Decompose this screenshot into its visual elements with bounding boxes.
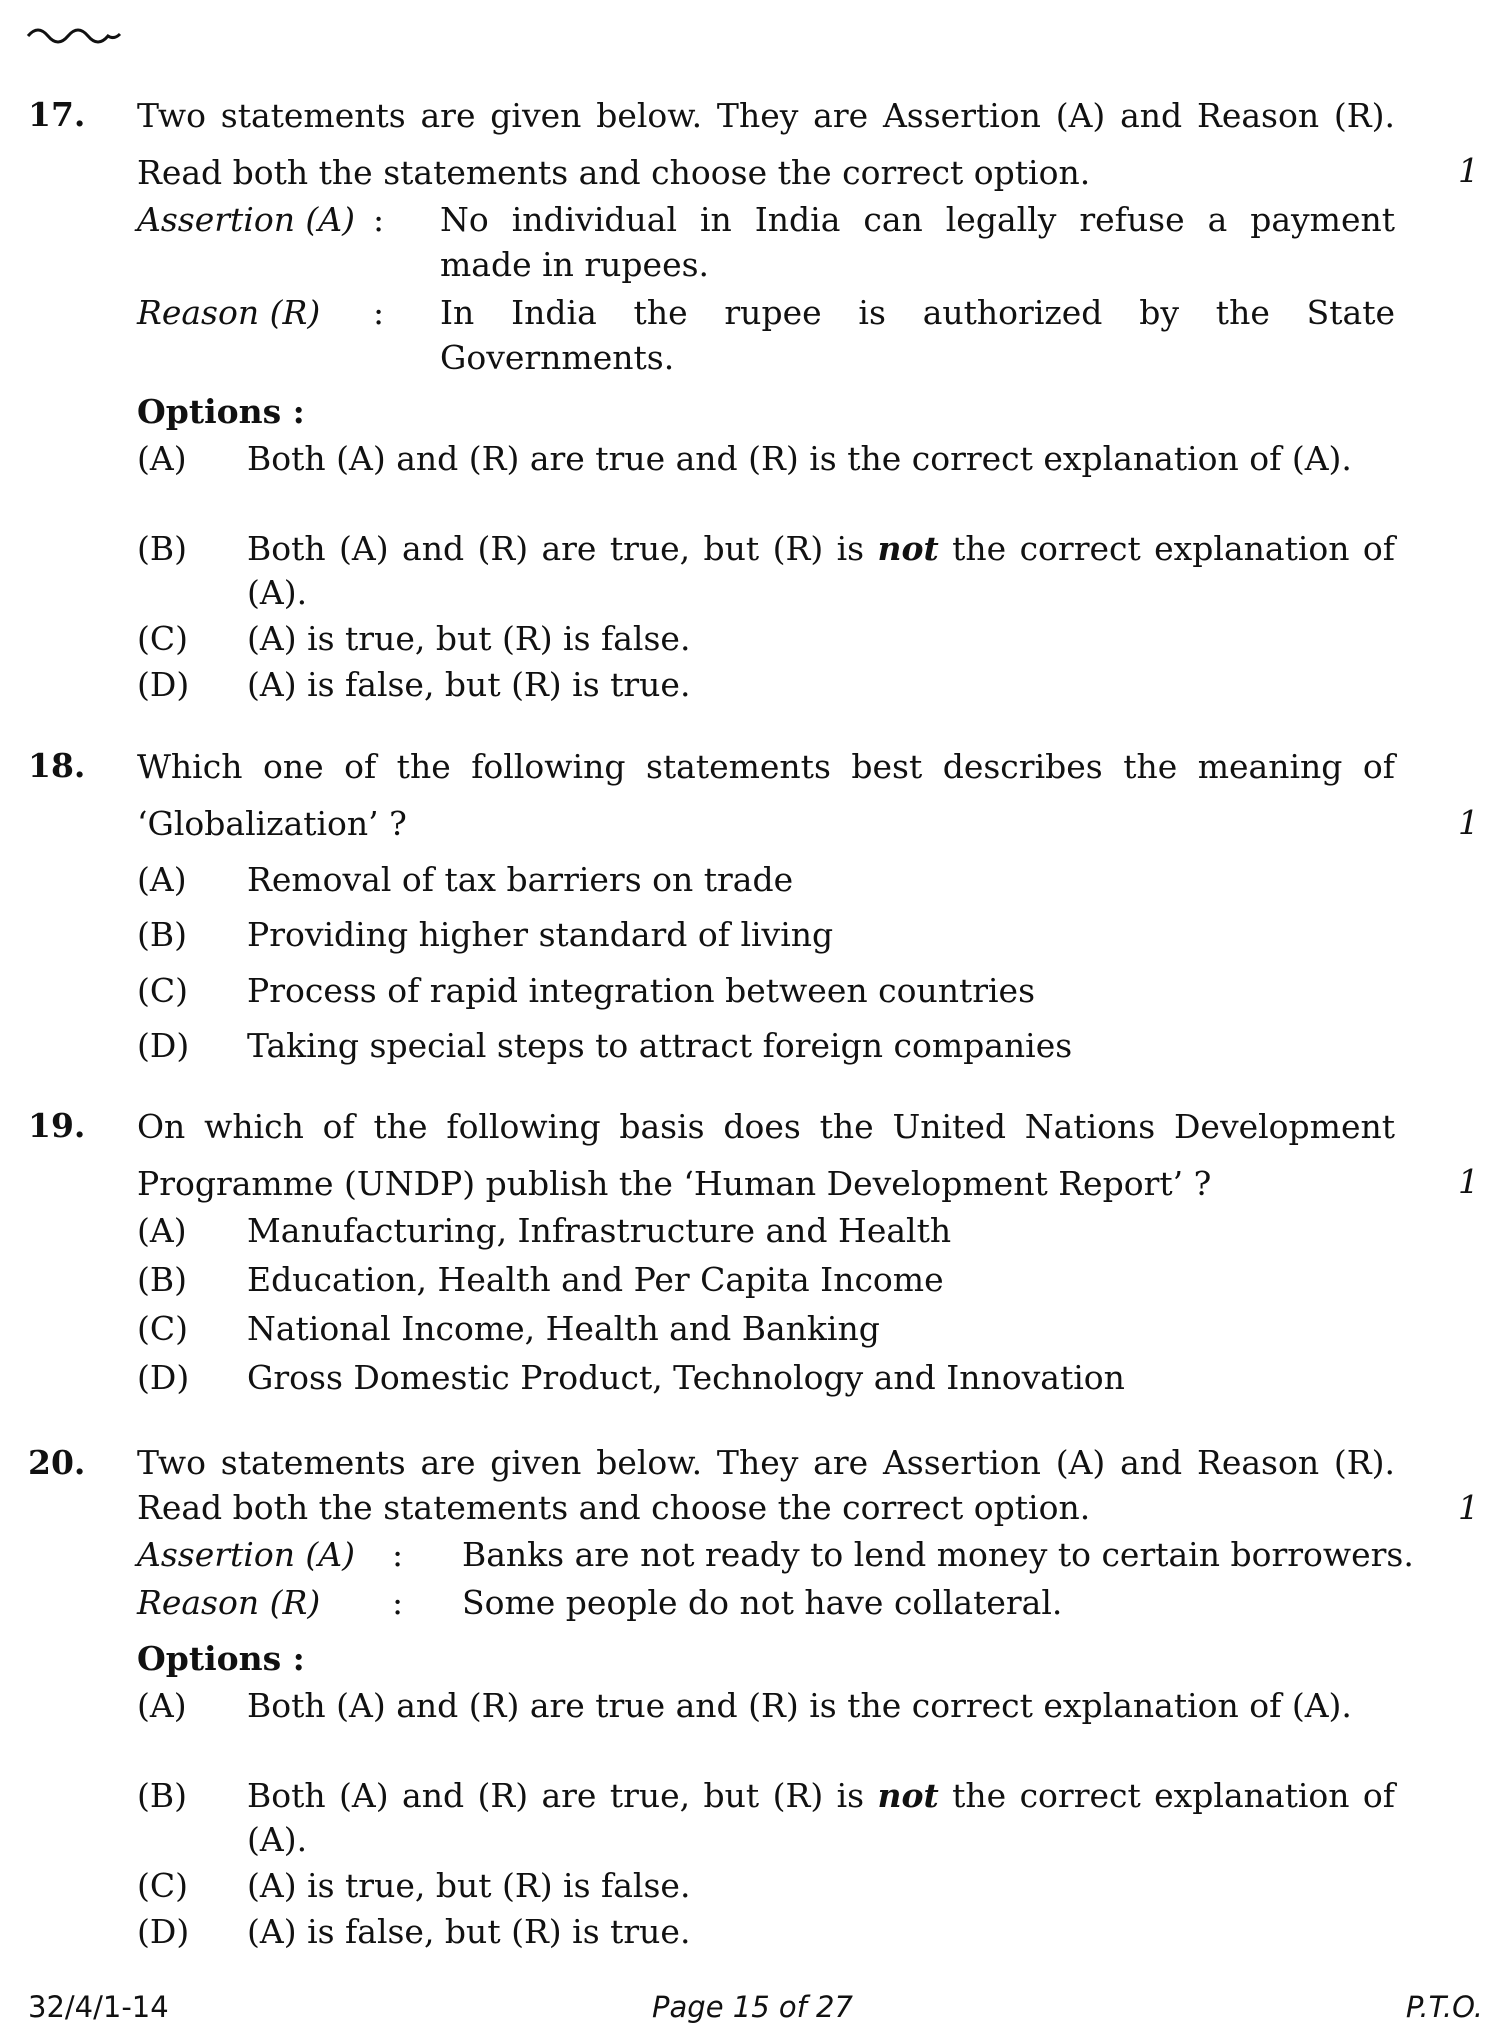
option-letter: (B) — [137, 529, 187, 568]
option-text: Manufacturing, Infrastructure and Health — [247, 1211, 952, 1250]
reason-text: Some people do not have collateral. — [462, 1583, 1063, 1622]
question-number: 17. — [28, 95, 86, 134]
option-letter: (D) — [137, 665, 190, 704]
option-text: (A) is false, but (R) is true. — [247, 1912, 691, 1951]
option-text: (A) is true, but (R) is false. — [247, 1866, 691, 1905]
option-text: Taking special steps to attract foreign companies — [247, 1026, 1073, 1065]
question-number: 18. — [28, 746, 86, 785]
option-text: Gross Domestic Product, Technology and Innovation — [247, 1358, 1125, 1397]
option-letter: (D) — [137, 1358, 190, 1397]
question-number: 19. — [28, 1106, 86, 1145]
option-letter: (A) — [137, 1686, 187, 1725]
reason-label: Reason (R) — [137, 1583, 321, 1622]
question-text: Two statements are given below. They are Assertion (A) and Reason (R). Read both the statements and choose the correct option. — [137, 1443, 1395, 1527]
question-text: Which one of the following statements best describes the meaning of ‘Globalization’ ? — [137, 747, 1395, 843]
reason-text: In India the rupee is authorized by the State Governments. — [440, 293, 1395, 377]
option-letter: (D) — [137, 1912, 190, 1951]
option-text: Process of rapid integration between countries — [247, 971, 1036, 1010]
option-text: (A) is false, but (R) is true. — [247, 665, 691, 704]
assertion-text: No individual in India can legally refuse a payment made in rupees. — [440, 200, 1395, 284]
question-marks: 1 — [1458, 1162, 1479, 1201]
option-text: Both (A) and (R) are true and (R) is the correct explanation of (A). — [247, 439, 1352, 478]
option-letter: (A) — [137, 439, 187, 478]
option-letter: (C) — [137, 971, 188, 1010]
option-letter: (C) — [137, 1309, 188, 1348]
question-marks: 1 — [1458, 1488, 1479, 1527]
option-text: (A) is true, but (R) is false. — [247, 619, 691, 658]
question-text: Two statements are given below. They are Assertion (A) and Reason (R). Read both the statements and choose the correct option. — [137, 96, 1395, 192]
option-letter: (B) — [137, 1260, 187, 1299]
option-letter: (D) — [137, 1026, 190, 1065]
option-text: Education, Health and Per Capita Income — [247, 1260, 944, 1299]
option-text: Both (A) and (R) are true and (R) is the correct explanation of (A). — [247, 1686, 1352, 1725]
question-text: On which of the following basis does the United Nations Development Programme (UNDP) publish the ‘Human Development Report’ ? — [137, 1107, 1395, 1203]
question-marks: 1 — [1458, 803, 1479, 842]
page-number: Page 15 of 27 — [652, 1990, 853, 2024]
options-heading: Options : — [137, 1639, 305, 1678]
option-letter: (B) — [137, 1776, 187, 1815]
assertion-label: Assertion (A) — [137, 1535, 356, 1574]
option-text: National Income, Health and Banking — [247, 1309, 880, 1348]
option-text: Removal of tax barriers on trade — [247, 860, 794, 899]
question-marks: 1 — [1458, 151, 1479, 190]
question-number: 20. — [28, 1443, 86, 1482]
pto-label: P.T.O. — [1405, 1990, 1483, 2024]
option-letter: (B) — [137, 915, 187, 954]
colon: : — [373, 293, 385, 332]
option-letter: (A) — [137, 1211, 187, 1250]
colon: : — [392, 1583, 404, 1622]
reason-label: Reason (R) — [137, 293, 321, 332]
option-text: Both (A) and (R) are true, but (R) is not the correct explanation of (A). — [247, 1776, 1395, 1859]
assertion-label: Assertion (A) — [137, 200, 356, 239]
option-letter: (C) — [137, 619, 188, 658]
option-letter: (A) — [137, 860, 187, 899]
options-heading: Options : — [137, 392, 305, 431]
wave-ornament-icon — [26, 22, 122, 44]
colon: : — [373, 200, 385, 239]
option-text: Providing higher standard of living — [247, 915, 834, 954]
assertion-text: Banks are not ready to lend money to certain borrowers. — [462, 1535, 1414, 1574]
colon: : — [392, 1535, 404, 1574]
option-text: Both (A) and (R) are true, but (R) is not the correct explanation of (A). — [247, 529, 1395, 612]
paper-code: 32/4/1-14 — [28, 1990, 169, 2024]
option-letter: (C) — [137, 1866, 188, 1905]
